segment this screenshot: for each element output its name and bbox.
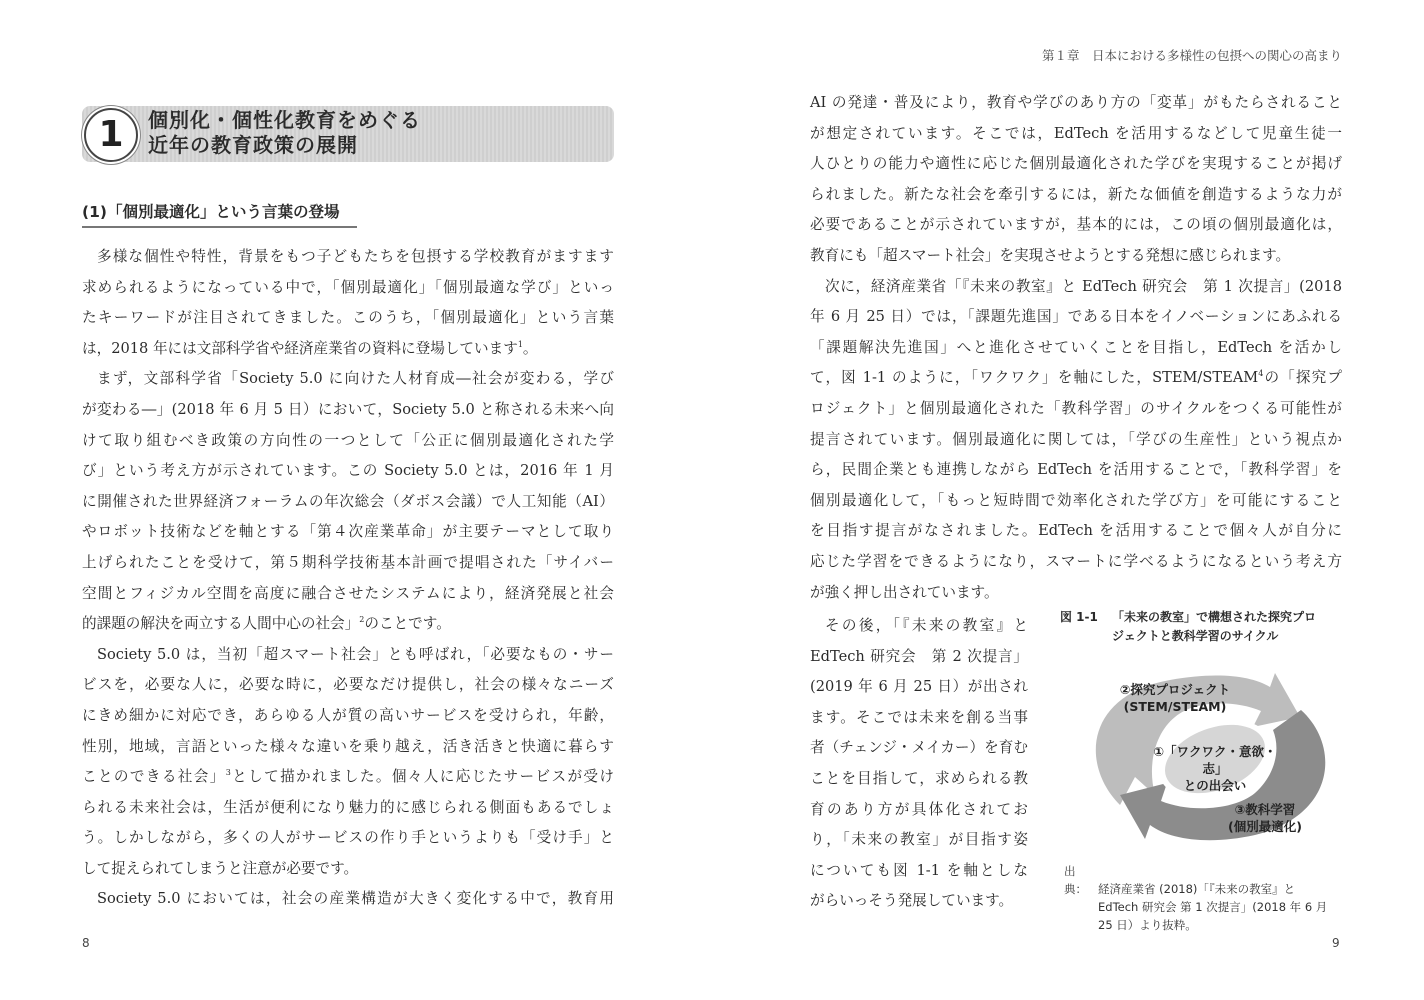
- text-line: たキーワードが注目されてきました。このうち，「個別最適化」という言葉: [82, 309, 614, 327]
- text-line: 者（チェンジ・メイカー）を育む: [810, 739, 1028, 757]
- left-body-text: [82, 242, 614, 915]
- text-line: られる未来社会は，生活が便利になり魅力的に感じられる側面もあるでしょ: [82, 798, 614, 816]
- footnote-marker[interactable]: 2: [359, 615, 365, 625]
- right-body-text: [810, 88, 1342, 608]
- footnote-marker[interactable]: 4: [1258, 369, 1264, 379]
- text-line: り，「未来の教室」が目指す姿: [810, 831, 1028, 849]
- text-line: その後，「『未来の教室』と: [825, 617, 1028, 634]
- right-narrow-text: [810, 611, 1028, 917]
- text-line: ことのできる社会」$^3$として描かれました。個々人に応じたサービスが受け: [82, 768, 614, 786]
- text-line: ロジェクト」と個別最適化された「教科学習」のサイクルをつくる可能性が: [810, 399, 1342, 417]
- text-line: ことを目指して，求められる教: [810, 769, 1028, 787]
- source-line: EdTech 研究会 第 1 次提言」(2018 年 6 月: [1098, 900, 1328, 914]
- text-line: び」という考え方が示されています。この Society 5.0 とは，2016 年 1 月: [82, 462, 614, 480]
- footnote-marker[interactable]: 1: [517, 339, 523, 349]
- text-line: Society 5.0 においては，社会の産業構造が大きく変化する中で，教育用: [97, 890, 614, 908]
- text-line: 性別，地域，言語といった様々な違いを乗り越え，活き活きと快適に暮らす: [82, 737, 614, 755]
- cycle-diagram: [1075, 655, 1345, 855]
- text-line: 多様な個性や特性，背景をもつ子どもたちを包摂する学校教育がますます: [97, 248, 614, 265]
- section-number-badge: 1: [84, 108, 138, 162]
- label-center-encounter: ①「ワクワク・意欲・志」 との出会い: [1153, 744, 1277, 793]
- text-line: (2019 年 6 月 25 日）が出され: [810, 678, 1028, 696]
- figure-source: [1064, 862, 1349, 934]
- text-line: う。しかしながら，多くの人がサービスの作り手というよりも「受け手」と: [82, 829, 614, 847]
- text-line: やロボット技術などを軸とする「第４次産業革命」が主要テーマとして取り: [82, 523, 614, 541]
- label-subject-learning: ③教科学習 (個別最適化): [1228, 802, 1302, 834]
- text-line: 求められるようになっている中で，「個別最適化」「個別最適な学び」といっ: [82, 278, 614, 296]
- section-title: [148, 108, 421, 158]
- text-line: 「課題解決先進国」へと進化させていくことを目指し，EdTech を活かし: [810, 338, 1342, 356]
- text-line: 人ひとりの能力や適性に応じた個別最適化された学びを実現することが掲げ: [810, 155, 1342, 173]
- text-line: が強く押し出されています。: [810, 583, 999, 601]
- figure-caption-line: ジェクトと教科学習のサイクル: [1112, 629, 1279, 643]
- text-line: 応じた学習をできるようになり，スマートに学べるようになるという考え方: [810, 552, 1342, 570]
- source-line: 25 日）より抜粋。: [1098, 918, 1197, 932]
- page-number-right: 9: [1332, 936, 1340, 950]
- text-line: についても図 1-1 を軸としな: [810, 861, 1028, 879]
- text-line: 提言されています。個別最適化に関しては，「学びの生産性」という視点か: [810, 430, 1342, 448]
- subheading: (1)「個別最適化」という言葉の登場: [82, 200, 357, 228]
- text-line: 個別最適化して，「もっと短時間で効率化された学び方」を可能にすること: [810, 491, 1342, 509]
- text-line: がらいっそう発展しています。: [810, 892, 1014, 910]
- footnote-marker[interactable]: 3: [225, 768, 231, 778]
- text-line: して捉えられてしまうと注意が必要です。: [82, 859, 359, 877]
- page-number-left: 8: [82, 936, 90, 950]
- figure-caption-line: 「未来の教室」で構想された探究プロ: [1112, 610, 1317, 624]
- text-line: ビスを，必要な人に，必要な時に，必要なだけ提供し，社会の様々なニーズ: [82, 676, 614, 694]
- text-line: が変わる―」(2018 年 6 月 5 日）において，Society 5.0 と称される未来へ向: [82, 400, 614, 418]
- text-line: 上げられたことを受けて，第５期科学技術基本計画で提唱された「サイバー: [82, 553, 614, 571]
- text-line: られました。新たな社会を牽引するには，新たな価値を創造するような力が: [810, 185, 1342, 203]
- text-line: けて取り組むべき政策の方向性の一つとして「公正に個別最適化された学: [82, 431, 614, 449]
- source-line: 経済産業省 (2018)「『未来の教室』と: [1098, 882, 1296, 896]
- section-title-line: 個別化・個性化教育をめぐる: [148, 108, 421, 132]
- text-line: 次に，経済産業省「『未来の教室』と EdTech 研究会 第 1 次提言」(2018: [825, 277, 1342, 295]
- text-line: EdTech 研究会 第 2 次提言」: [810, 647, 1028, 665]
- text-line: 年 6 月 25 日）では，「課題先進国」である日本をイノベーションにあふれる: [810, 308, 1342, 326]
- text-line: 教育にも「超スマート社会」を実現させようとする発想に感じられます。: [810, 246, 1291, 264]
- figure-caption: [1060, 608, 1350, 646]
- text-line: が想定されています。そこでは，EdTech を活用するなどして児童生徒一: [810, 124, 1342, 142]
- section-title-line: 近年の教育政策の展開: [148, 133, 358, 157]
- text-line: AI の発達・普及により，教育や学びのあり方の「変革」がもたらされること: [810, 94, 1342, 111]
- text-line: を目指す提言がなされました。EdTech を活用することで個々人が自分に: [810, 522, 1342, 540]
- running-head: 第１章 日本における多様性の包摂への関心の高まり: [1041, 48, 1342, 63]
- text-line: まず，文部科学省「Society 5.0 に向けた人材育成―社会が変わる，学び: [97, 370, 614, 388]
- text-line: Society 5.0 は，当初「超スマート社会」とも呼ばれ，「必要なもの・サー: [97, 645, 614, 663]
- text-line: に開催された世界経済フォーラムの年次総会（ダボス会議）で人工知能（AI）: [82, 492, 614, 510]
- text-line: 必要であることが示されていますが，基本的には，この頃の個別最適化は，: [810, 216, 1342, 234]
- text-line: にきめ細かに対応でき，あらゆる人が質の高いサービスを受けられ，年齢，: [82, 706, 614, 724]
- figure-number: 図 1-1: [1060, 610, 1098, 624]
- text-line: 育のあり方が具体化されてお: [810, 800, 1028, 818]
- text-line: ます。そこでは未来を創る当事: [810, 708, 1028, 726]
- text-line: 空間とフィジカル空間を高度に融合させたシステムにより，経済発展と社会: [82, 584, 614, 602]
- text-line: 的課題の解決を両立する人間中心の社会」$^2$のことです。: [82, 615, 451, 633]
- text-line: て，図 1-1 のように，「ワクワク」を軸にした，STEM/STEAM$^4$の「探究プ: [810, 369, 1342, 387]
- source-label: 出典：: [1064, 864, 1087, 896]
- label-inquiry-project: ②探究プロジェクト (STEM/STEAM): [1119, 682, 1231, 714]
- text-line: は，2018 年には文部科学省や経済産業省の資料に登場しています$^1$。: [82, 339, 538, 357]
- text-line: ら，民間企業とも連携しながら EdTech を活用することで，「教科学習」を: [810, 461, 1342, 479]
